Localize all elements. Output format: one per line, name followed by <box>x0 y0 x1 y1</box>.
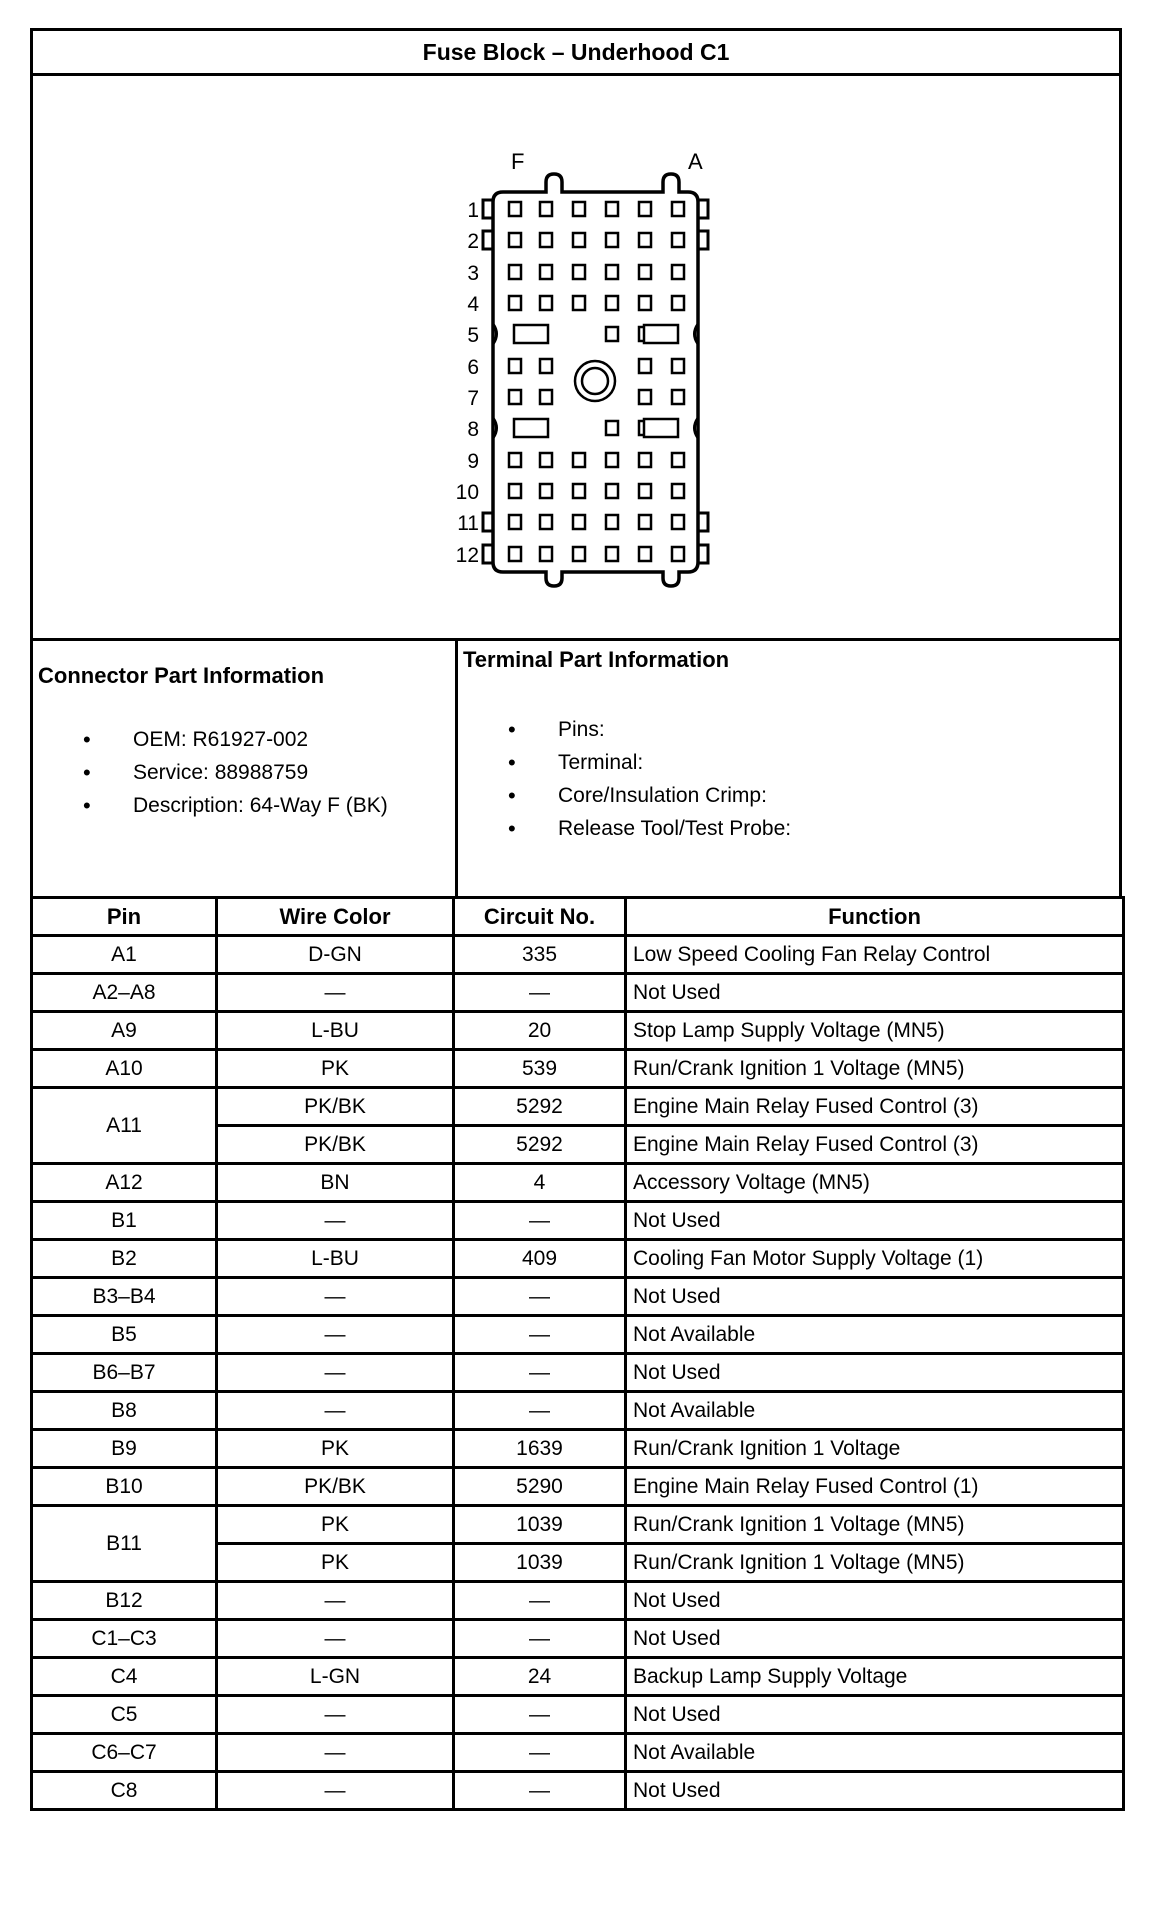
wire-color-cell: BN <box>217 1164 454 1202</box>
function-cell: Not Used <box>626 1620 1124 1658</box>
terminal-cavity <box>509 453 521 467</box>
terminal-cavity <box>672 453 684 467</box>
large-terminal-cavity <box>644 325 678 343</box>
pin-cell: B9 <box>32 1430 217 1468</box>
table-row <box>32 1088 1124 1126</box>
circuit-no-cell: — <box>454 1392 626 1430</box>
large-terminal-cavity <box>514 419 548 437</box>
terminal-info-list <box>508 713 791 845</box>
terminal-cavity <box>540 265 552 279</box>
table-row <box>32 1506 1124 1544</box>
column-label-f: F <box>511 149 525 174</box>
terminal-info-item: • Release Tool/Test Probe: <box>508 812 791 845</box>
connector-diagram <box>30 73 1122 638</box>
wire-color-cell: — <box>217 974 454 1012</box>
terminal-cavity <box>540 202 552 216</box>
column-label-a: A <box>688 149 703 174</box>
connector-face-drawing <box>33 76 1119 638</box>
circuit-no-cell: 5292 <box>454 1126 626 1164</box>
circuit-no-cell: — <box>454 1734 626 1772</box>
pin-table-body <box>32 936 1124 1810</box>
terminal-info-item: • Terminal: <box>508 746 791 779</box>
row-label: 1 <box>467 199 479 222</box>
table-row <box>32 1772 1124 1810</box>
terminal-cavity <box>540 547 552 561</box>
wire-color-cell: D-GN <box>217 936 454 974</box>
header-circuit-no: Circuit No. <box>454 898 626 936</box>
table-row <box>32 1430 1124 1468</box>
table-row <box>32 1050 1124 1088</box>
guide-post-inner <box>582 368 608 394</box>
table-row <box>32 1696 1124 1734</box>
function-cell: Not Available <box>626 1734 1124 1772</box>
wire-color-cell: L-BU <box>217 1240 454 1278</box>
terminal-info-item: • Core/Insulation Crimp: <box>508 779 791 812</box>
terminal-cavity <box>509 359 521 373</box>
terminal-cavity <box>540 515 552 529</box>
circuit-no-cell: — <box>454 974 626 1012</box>
wire-color-cell: PK <box>217 1506 454 1544</box>
table-row <box>32 1316 1124 1354</box>
wire-color-cell: — <box>217 1696 454 1734</box>
pin-cell: B3–B4 <box>32 1278 217 1316</box>
terminal-cavity <box>540 359 552 373</box>
pin-cell: B2 <box>32 1240 217 1278</box>
table-row <box>32 974 1124 1012</box>
row-label: 2 <box>467 230 479 253</box>
circuit-no-cell: 1039 <box>454 1544 626 1582</box>
connector-info-item: • OEM: R61927-002 <box>83 723 388 756</box>
table-row <box>32 1202 1124 1240</box>
terminal-cavity <box>509 515 521 529</box>
row-label: 12 <box>455 544 479 567</box>
function-cell: Stop Lamp Supply Voltage (MN5) <box>626 1012 1124 1050</box>
terminal-cavity <box>606 202 618 216</box>
terminal-cavity <box>606 296 618 310</box>
terminal-cavity <box>606 265 618 279</box>
table-row <box>32 1620 1124 1658</box>
row-label: 3 <box>467 262 479 285</box>
terminal-cavity <box>639 515 651 529</box>
row-label: 7 <box>467 387 479 410</box>
function-cell: Not Used <box>626 974 1124 1012</box>
circuit-no-cell: — <box>454 1620 626 1658</box>
circuit-no-cell: 539 <box>454 1050 626 1088</box>
terminal-cavity <box>639 453 651 467</box>
terminal-cavity <box>509 265 521 279</box>
table-row <box>32 1392 1124 1430</box>
circuit-no-cell: 335 <box>454 936 626 974</box>
terminal-cavity <box>540 390 552 404</box>
pin-cell: A9 <box>32 1012 217 1050</box>
wire-color-cell: — <box>217 1620 454 1658</box>
terminal-cavity <box>606 453 618 467</box>
connector-info-list <box>83 723 388 822</box>
row-label: 8 <box>467 418 479 441</box>
table-row <box>32 1734 1124 1772</box>
pin-cell: C6–C7 <box>32 1734 217 1772</box>
pin-cell: B10 <box>32 1468 217 1506</box>
terminal-cavity <box>672 547 684 561</box>
pin-table-header-row <box>32 898 1124 936</box>
pin-cell: C5 <box>32 1696 217 1734</box>
row-label: 11 <box>457 512 479 535</box>
wire-color-cell: PK <box>217 1430 454 1468</box>
terminal-cavity <box>540 233 552 247</box>
terminal-cavity <box>639 359 651 373</box>
wire-color-cell: PK <box>217 1050 454 1088</box>
circuit-no-cell: — <box>454 1354 626 1392</box>
large-terminal-cavity <box>644 419 678 437</box>
terminal-info-heading: Terminal Part Information <box>463 647 730 672</box>
pin-cell: B5 <box>32 1316 217 1354</box>
terminal-cavity <box>639 296 651 310</box>
table-row <box>32 1468 1124 1506</box>
pin-cell: A11 <box>32 1088 217 1164</box>
wire-color-cell: PK/BK <box>217 1126 454 1164</box>
pin-cell: C8 <box>32 1772 217 1810</box>
terminal-cavity <box>606 327 618 341</box>
circuit-no-cell: 409 <box>454 1240 626 1278</box>
terminal-cavity <box>573 233 585 247</box>
row-label: 10 <box>455 481 479 504</box>
terminal-cavity <box>540 296 552 310</box>
wire-color-cell: L-GN <box>217 1658 454 1696</box>
row-label: 6 <box>467 356 479 379</box>
header-pin: Pin <box>32 898 217 936</box>
function-cell: Engine Main Relay Fused Control (3) <box>626 1126 1124 1164</box>
connector-housing <box>493 174 698 586</box>
pin-cell: C1–C3 <box>32 1620 217 1658</box>
circuit-no-cell: — <box>454 1316 626 1354</box>
row-label: 4 <box>467 293 479 316</box>
function-cell: Not Available <box>626 1392 1124 1430</box>
table-row <box>32 1164 1124 1202</box>
terminal-cavity <box>672 265 684 279</box>
circuit-no-cell: — <box>454 1582 626 1620</box>
terminal-cavity <box>639 233 651 247</box>
table-row <box>32 1240 1124 1278</box>
table-row <box>32 1582 1124 1620</box>
terminal-cavity <box>606 484 618 498</box>
wire-color-cell: — <box>217 1734 454 1772</box>
wire-color-cell: — <box>217 1354 454 1392</box>
circuit-no-cell: — <box>454 1696 626 1734</box>
large-terminal-cavity <box>514 325 548 343</box>
terminal-cavity <box>509 296 521 310</box>
table-row <box>32 936 1124 974</box>
terminal-cavity <box>573 484 585 498</box>
connector-info-item: • Service: 88988759 <box>83 756 388 789</box>
function-cell: Accessory Voltage (MN5) <box>626 1164 1124 1202</box>
function-cell: Engine Main Relay Fused Control (3) <box>626 1088 1124 1126</box>
wire-color-cell: PK/BK <box>217 1088 454 1126</box>
function-cell: Low Speed Cooling Fan Relay Control <box>626 936 1124 974</box>
wire-color-cell: — <box>217 1278 454 1316</box>
circuit-no-cell: 5292 <box>454 1088 626 1126</box>
terminal-cavity <box>573 265 585 279</box>
circuit-no-cell: 1639 <box>454 1430 626 1468</box>
row-label: 5 <box>467 324 479 347</box>
connector-info-item: • Description: 64-Way F (BK) <box>83 789 388 822</box>
terminal-cavity <box>573 296 585 310</box>
terminal-cavity <box>573 515 585 529</box>
terminal-cavity <box>606 421 618 435</box>
terminal-cavity <box>672 233 684 247</box>
function-cell: Not Used <box>626 1202 1124 1240</box>
row-label: 9 <box>467 450 479 473</box>
circuit-no-cell: — <box>454 1772 626 1810</box>
wire-color-cell: — <box>217 1582 454 1620</box>
circuit-no-cell: 1039 <box>454 1506 626 1544</box>
pin-cell: B8 <box>32 1392 217 1430</box>
terminal-cavity <box>606 233 618 247</box>
table-row <box>32 1354 1124 1392</box>
terminal-cavity <box>672 390 684 404</box>
terminal-cavity <box>540 453 552 467</box>
function-cell: Engine Main Relay Fused Control (1) <box>626 1468 1124 1506</box>
terminal-cavity <box>639 202 651 216</box>
terminal-cavity <box>540 484 552 498</box>
wire-color-cell: — <box>217 1772 454 1810</box>
connector-page <box>30 28 1122 1811</box>
function-cell: Run/Crank Ignition 1 Voltage (MN5) <box>626 1506 1124 1544</box>
terminal-cavity <box>509 547 521 561</box>
wire-color-cell: — <box>217 1316 454 1354</box>
circuit-no-cell: — <box>454 1278 626 1316</box>
terminal-cavity <box>606 515 618 529</box>
function-cell: Cooling Fan Motor Supply Voltage (1) <box>626 1240 1124 1278</box>
function-cell: Not Used <box>626 1772 1124 1810</box>
terminal-cavity <box>672 359 684 373</box>
terminal-info-item: • Pins: <box>508 713 791 746</box>
terminal-cavity <box>672 202 684 216</box>
pin-cell: A2–A8 <box>32 974 217 1012</box>
circuit-no-cell: 24 <box>454 1658 626 1696</box>
circuit-no-cell: — <box>454 1202 626 1240</box>
pin-cell: B1 <box>32 1202 217 1240</box>
function-cell: Not Used <box>626 1696 1124 1734</box>
terminal-cavity <box>639 484 651 498</box>
part-info-row <box>30 638 1122 896</box>
pin-cell: A12 <box>32 1164 217 1202</box>
header-wire-color: Wire Color <box>217 898 454 936</box>
circuit-no-cell: 4 <box>454 1164 626 1202</box>
function-cell: Not Used <box>626 1582 1124 1620</box>
pin-cell: B12 <box>32 1582 217 1620</box>
terminal-cavity <box>606 547 618 561</box>
circuit-no-cell: 20 <box>454 1012 626 1050</box>
terminal-cavity <box>509 233 521 247</box>
terminal-cavity <box>639 547 651 561</box>
pin-cell: A1 <box>32 936 217 974</box>
terminal-part-info <box>458 641 1119 896</box>
terminal-cavity <box>672 484 684 498</box>
terminal-cavity <box>639 390 651 404</box>
table-row <box>32 1278 1124 1316</box>
function-cell: Run/Crank Ignition 1 Voltage (MN5) <box>626 1544 1124 1582</box>
wire-color-cell: PK <box>217 1544 454 1582</box>
pin-cell: B11 <box>32 1506 217 1582</box>
pin-cell: C4 <box>32 1658 217 1696</box>
wire-color-cell: — <box>217 1392 454 1430</box>
terminal-cavity <box>509 390 521 404</box>
terminal-cavity <box>573 547 585 561</box>
wire-color-cell: L-BU <box>217 1012 454 1050</box>
terminal-cavity <box>509 202 521 216</box>
circuit-no-cell: 5290 <box>454 1468 626 1506</box>
connector-info-heading: Connector Part Information <box>38 663 325 688</box>
terminal-cavity <box>509 484 521 498</box>
pin-cell: B6–B7 <box>32 1354 217 1392</box>
connector-part-info <box>33 641 458 896</box>
wire-color-cell: PK/BK <box>217 1468 454 1506</box>
function-cell: Run/Crank Ignition 1 Voltage (MN5) <box>626 1050 1124 1088</box>
function-cell: Not Used <box>626 1278 1124 1316</box>
function-cell: Not Available <box>626 1316 1124 1354</box>
table-row <box>32 1658 1124 1696</box>
terminal-cavity <box>639 265 651 279</box>
page-title: Fuse Block – Underhood C1 <box>30 28 1122 73</box>
function-cell: Backup Lamp Supply Voltage <box>626 1658 1124 1696</box>
pin-cell: A10 <box>32 1050 217 1088</box>
terminal-cavity <box>672 515 684 529</box>
terminal-cavity <box>573 202 585 216</box>
function-cell: Run/Crank Ignition 1 Voltage <box>626 1430 1124 1468</box>
terminal-cavity <box>672 296 684 310</box>
pin-table <box>30 896 1125 1811</box>
table-row <box>32 1012 1124 1050</box>
function-cell: Not Used <box>626 1354 1124 1392</box>
terminal-cavity <box>573 453 585 467</box>
wire-color-cell: — <box>217 1202 454 1240</box>
header-function: Function <box>626 898 1124 936</box>
